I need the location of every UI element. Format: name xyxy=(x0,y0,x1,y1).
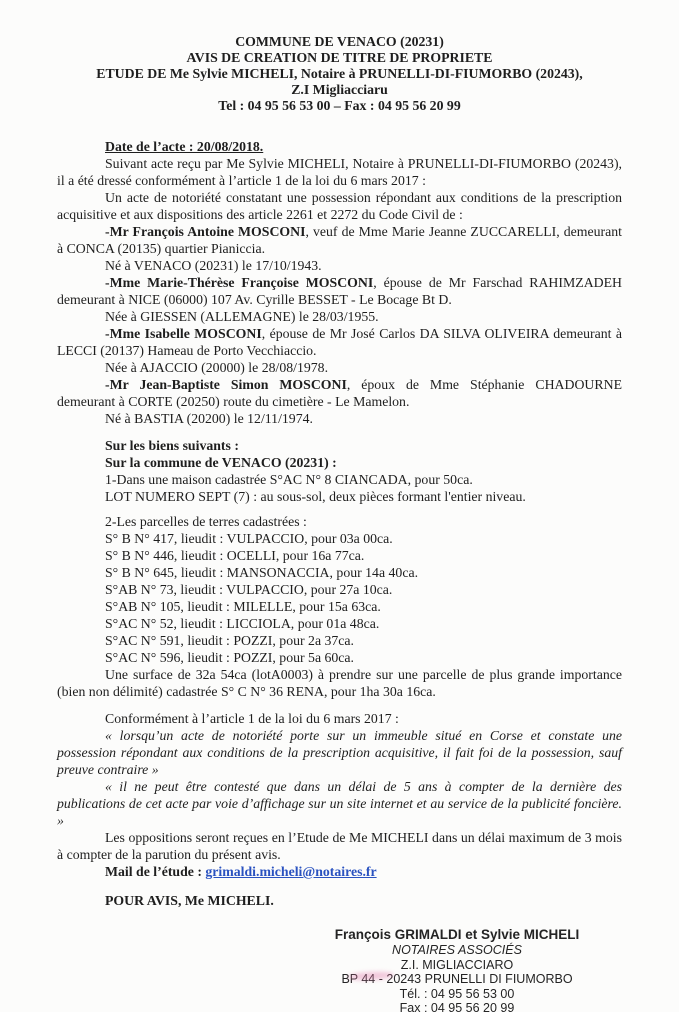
party-1-name: -Mr François Antoine MOSCONI xyxy=(105,224,306,239)
party-3-name: -Mme Isabelle MOSCONI xyxy=(105,326,262,341)
header-address: Z.I Migliacciaru xyxy=(291,82,388,97)
party-4-entry xyxy=(57,376,622,410)
parcels-heading: 2-Les parcelles de terres cadastrées : xyxy=(105,514,307,529)
parcels-section xyxy=(57,513,622,700)
law-quote-2: « il ne peut être contesté que dans un délai de 5 ans à compter de la dernière des publications de cet acte par voie d’affichage sur un site internet et au service de la publicité foncière. » xyxy=(57,779,622,828)
law-section xyxy=(57,710,622,880)
stamp-fax: Fax : 04 95 56 20 99 xyxy=(399,1001,515,1012)
header-etude: ETUDE DE Me Sylvie MICHELI, Notaire à PRUNELLI-DI-FIUMORBO (20243), xyxy=(96,66,583,81)
party-1-entry xyxy=(57,223,622,257)
notary-stamp xyxy=(292,927,622,1012)
stamp-names: François GRIMALDI et Sylvie MICHELI xyxy=(334,927,580,942)
commune-heading: Sur la commune de VENACO (20231) : xyxy=(105,455,337,470)
lot-description: LOT NUMERO SEPT (7) : au sous-sol, deux pièces formant l'entier niveau. xyxy=(105,489,526,504)
mail-line xyxy=(57,863,622,880)
law-heading: Conformément à l’article 1 de la loi du 6 mars 2017 : xyxy=(105,711,399,726)
party-3-details: , épouse de Mr José Carlos DA SILVA OLIVEIRA demeurant à LECCI (20137) Hameau de Porto Vecchiaccio. xyxy=(57,326,622,358)
parcel-item-4: S°AB N° 73, lieudit : VULPACCIO, pour 27a 10ca. xyxy=(105,582,393,597)
goods-section xyxy=(57,437,622,505)
party-4-name: -Mr Jean-Baptiste Simon MOSCONI xyxy=(105,377,347,392)
party-2-entry xyxy=(57,274,622,308)
party-2-name: -Mme Marie-Thérèse Françoise MOSCONI xyxy=(105,275,374,290)
document-header xyxy=(57,34,622,114)
acte-date-line xyxy=(57,138,622,155)
stamp-address-2: BP 44 - 20243 PRUNELLI DI FIUMORBO xyxy=(341,972,573,986)
party-4-birth: Né à BASTIA (20200) le 12/11/1974. xyxy=(105,411,313,426)
parcel-item-6: S°AC N° 52, lieudit : LICCIOLA, pour 01a 48ca. xyxy=(105,616,380,631)
email-link[interactable]: grimaldi.micheli@notaires.fr xyxy=(205,864,377,879)
goods-heading: Sur les biens suivants : xyxy=(105,438,239,453)
party-2-details: , épouse de Mr Farschad RAHIMZADEH demeurant à NICE (06000) 107 Av. Cyrille BESSET - Le Bocage Bt D. xyxy=(57,275,623,307)
parcel-item-3: S° B N° 645, lieudit : MANSONACCIA, pour 14a 40ca. xyxy=(105,565,419,580)
acte-date-text: Date de l’acte : 20/08/2018. xyxy=(105,139,264,154)
header-avis-title: AVIS DE CREATION DE TITRE DE PROPRIETE xyxy=(186,50,493,65)
intro-paragraph-1: Suivant acte reçu par Me Sylvie MICHELI, Notaire à PRUNELLI-DI-FIUMORBO (20243), il a été dressé conformément à l’article 1 de la loi du 6 mars 2017 : xyxy=(57,156,622,188)
header-tel-fax: Tel : 04 95 56 53 00 – Fax : 04 95 56 20 99 xyxy=(218,98,461,113)
header-commune: COMMUNE DE VENACO (20231) xyxy=(235,34,444,49)
stamp-title: NOTAIRES ASSOCIÉS xyxy=(392,943,522,957)
parties-section xyxy=(57,223,622,427)
parcel-item-5: S°AB N° 105, lieudit : MILELLE, pour 15a 63ca. xyxy=(105,599,381,614)
law-quote-1: « lorsqu’un acte de notoriété porte sur un immeuble situé en Corse et constate une possession répondant aux conditions de la prescription acquisitive, il fait foi de la possession, sauf preuve contraire » xyxy=(57,728,622,777)
house-description: 1-Dans une maison cadastrée S°AC N° 8 CIANCADA, pour 50ca. xyxy=(105,472,473,487)
oppositions-paragraph: Les oppositions seront reçues en l’Etude de Me MICHELI dans un délai maximum de 3 mois à compter de la parution du présent avis. xyxy=(57,830,622,862)
pour-avis-line: POUR AVIS, Me MICHELI. xyxy=(105,893,274,908)
surface-paragraph: Une surface de 32a 54ca (lotA0003) à prendre sur une parcelle de plus grande importance (bien non délimité) cadastrée S° C N° 36 RENA, pour 1ha 30a 16ca. xyxy=(57,667,622,699)
parcel-item-2: S° B N° 446, lieudit : OCELLI, pour 16a 77ca. xyxy=(105,548,365,563)
intro-paragraph-2: Un acte de notoriété constatant une possession répondant aux conditions de la prescription acquisitive et aux dispositions des article 2261 et 2272 du Code Civil de : xyxy=(57,190,622,222)
party-2-birth: Née à GIESSEN (ALLEMAGNE) le 28/03/1955. xyxy=(105,309,379,324)
party-1-details: , veuf de Mme Marie Jeanne ZUCCARELLI, demeurant à CONCA (20135) quartier Pianiccia. xyxy=(57,224,623,256)
parcel-item-8: S°AC N° 596, lieudit : POZZI, pour 5a 60ca. xyxy=(105,650,355,665)
party-1-birth: Né à VENACO (20231) le 17/10/1943. xyxy=(105,258,322,273)
stamp-address-1: Z.I. MIGLIACCIARO xyxy=(400,957,514,972)
party-3-entry xyxy=(57,325,622,359)
party-3-birth: Née à AJACCIO (20000) le 28/08/1978. xyxy=(105,360,329,375)
mail-label: Mail de l’étude : xyxy=(105,864,206,879)
parcel-item-1: S° B N° 417, lieudit : VULPACCIO, pour 03a 00ca. xyxy=(105,531,393,546)
parcel-item-7: S°AC N° 591, lieudit : POZZI, pour 2a 37ca. xyxy=(105,633,355,648)
party-4-details: , époux de Mme Stéphanie CHADOURNE demeurant à CORTE (20250) route du cimetière - Le Mamelon. xyxy=(57,377,622,409)
stamp-tel: Tél. : 04 95 56 53 00 xyxy=(399,986,515,1001)
